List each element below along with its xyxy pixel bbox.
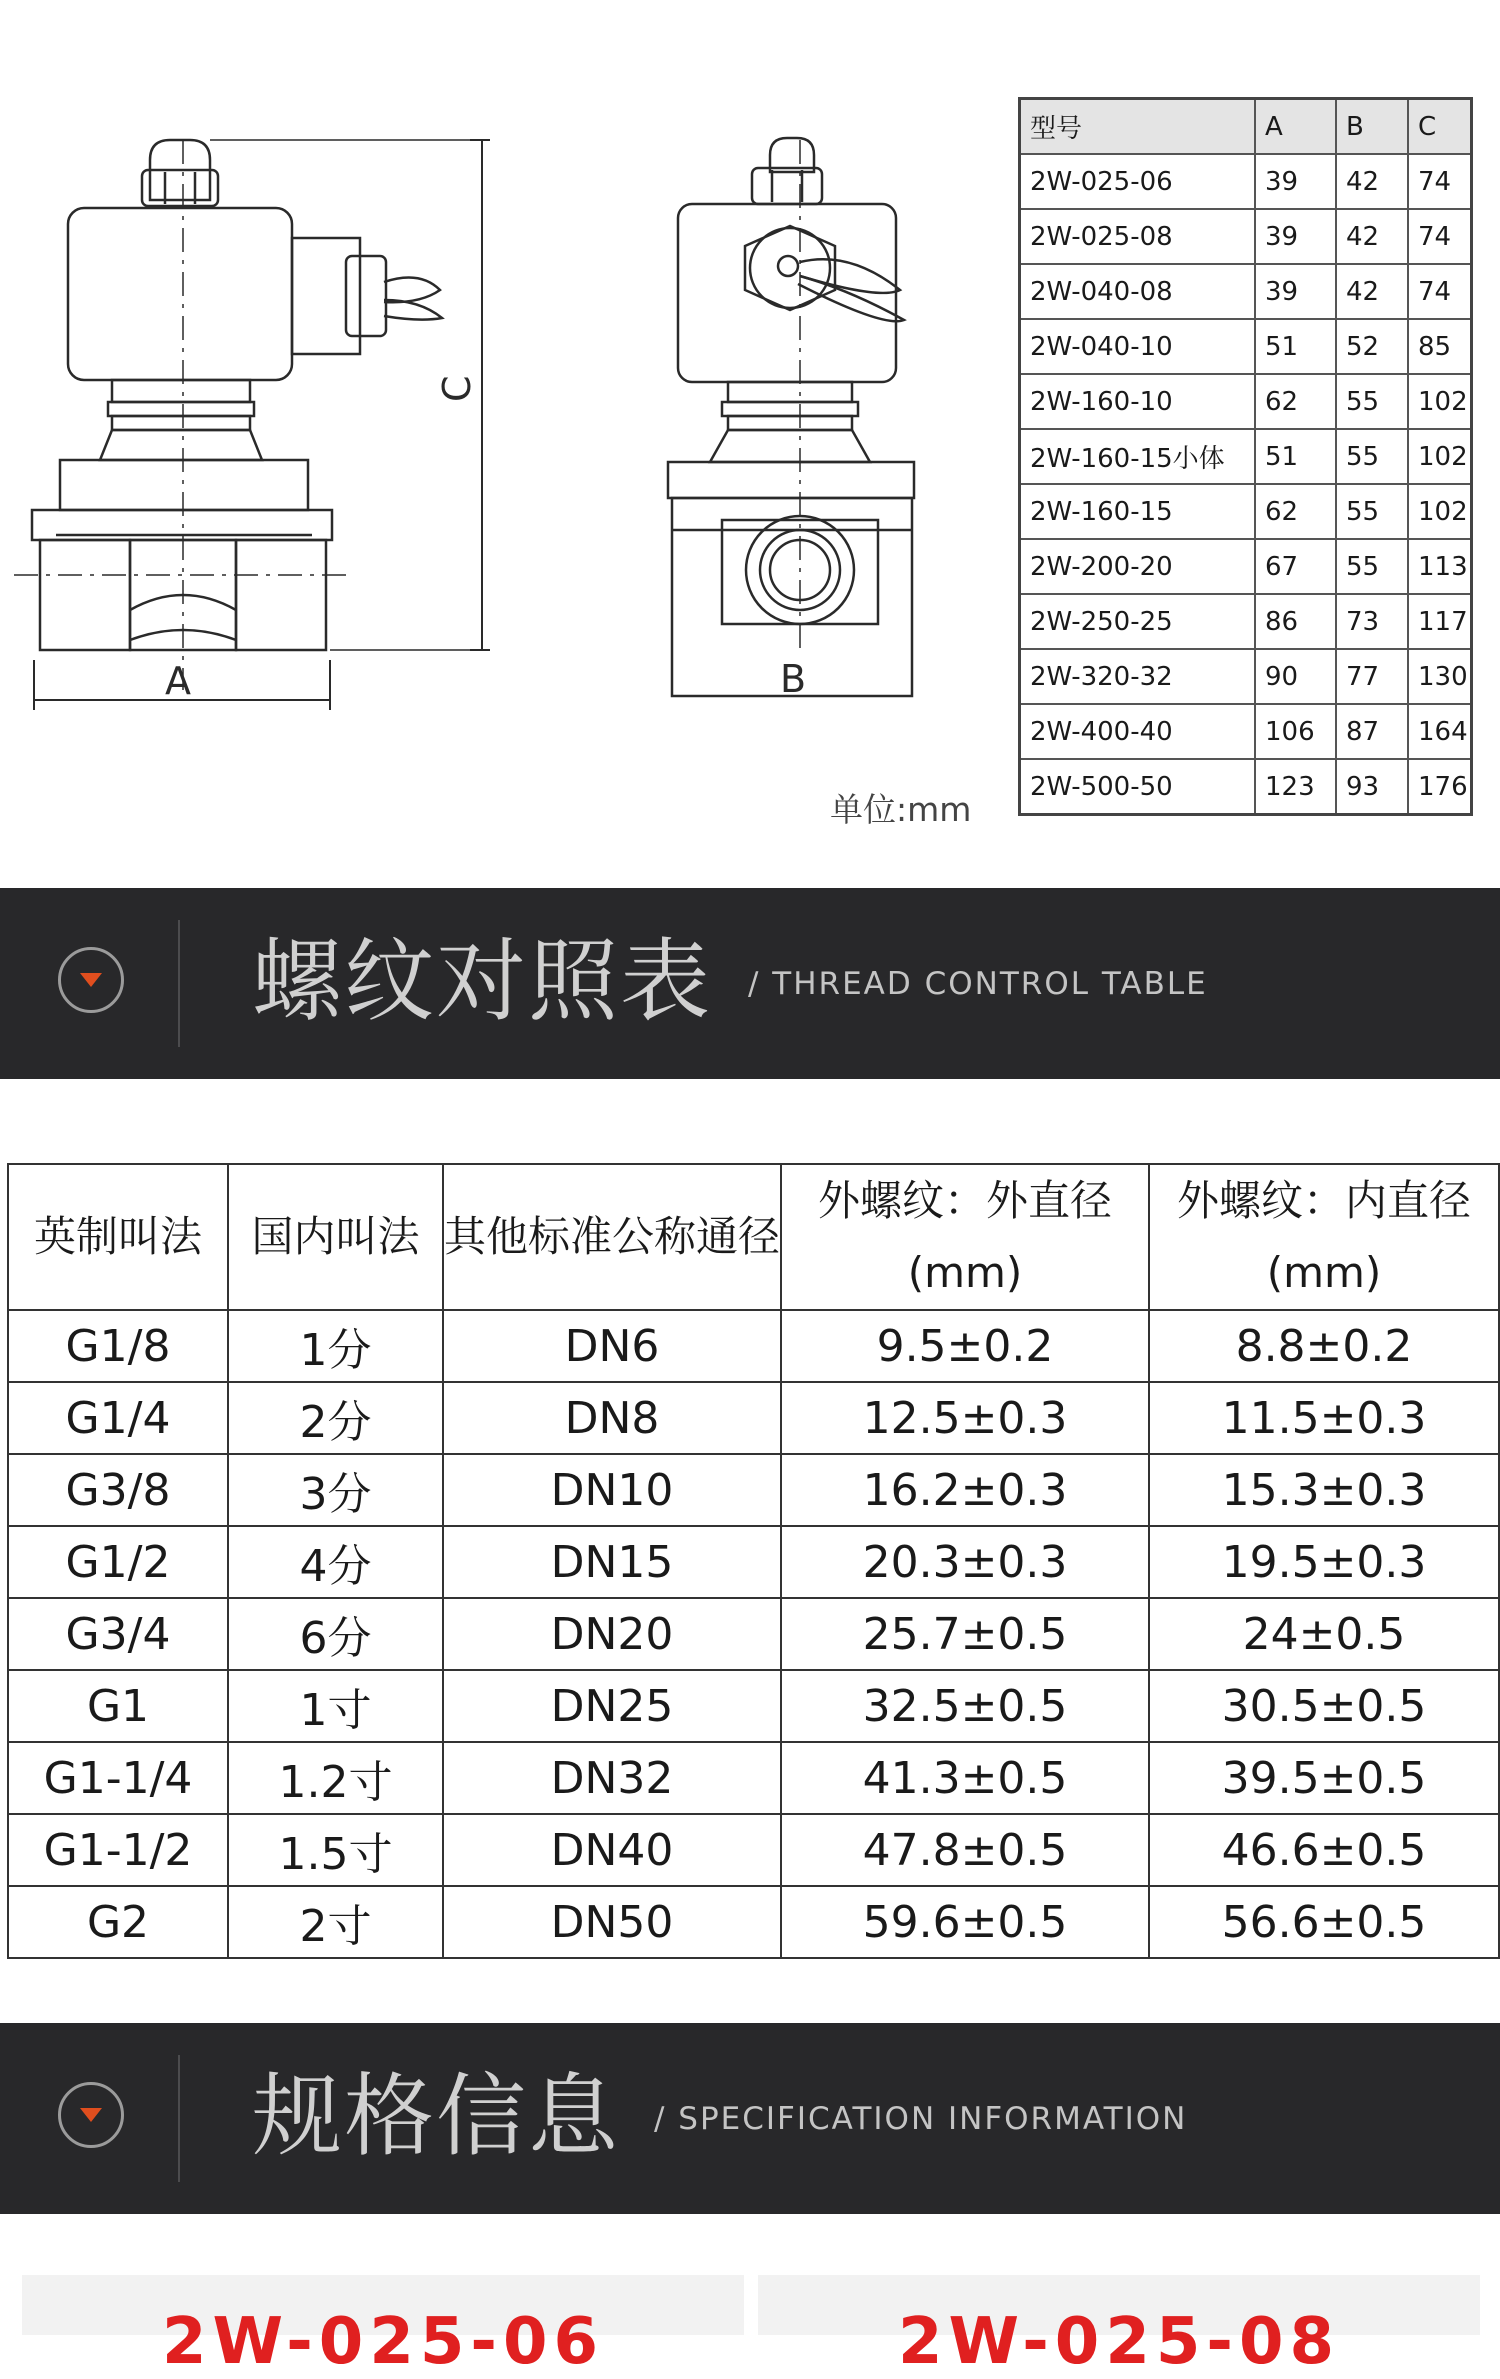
table-row: [8, 1310, 1499, 1382]
outer-diameter-cell: 25.7±0.5: [781, 1598, 1149, 1670]
dimension-b-cell: 42: [1336, 264, 1408, 319]
imperial-cell: G1/2: [8, 1526, 228, 1598]
valve-side-view-drawing: [640, 110, 940, 730]
nominal-diameter-cell: DN6: [443, 1310, 781, 1382]
thread-section-header: [0, 888, 1500, 1079]
table-row: [8, 1454, 1499, 1526]
model-cell: 2W-160-15小体: [1020, 429, 1256, 484]
domestic-cell: 1.2寸: [228, 1742, 443, 1814]
outer-diameter-cell: 16.2±0.3: [781, 1454, 1149, 1526]
dimension-b-cell: 42: [1336, 154, 1408, 209]
nominal-diameter-cell: DN10: [443, 1454, 781, 1526]
section-subtitle: / THREAD CONTROL TABLE: [748, 966, 1208, 1002]
model-cell: 2W-500-50: [1020, 759, 1256, 815]
outer-diameter-cell: 20.3±0.3: [781, 1526, 1149, 1598]
dimension-c-cell: 85: [1408, 319, 1472, 374]
outer-diameter-cell: 32.5±0.5: [781, 1670, 1149, 1742]
model-cell: 2W-040-08: [1020, 264, 1256, 319]
dimension-c-cell: 102: [1408, 429, 1472, 484]
dimension-a-cell: 62: [1255, 374, 1336, 429]
table-row: [1020, 374, 1472, 429]
imperial-cell: G1-1/2: [8, 1814, 228, 1886]
dimension-c-cell: 176: [1408, 759, 1472, 815]
dimension-a-cell: 51: [1255, 319, 1336, 374]
column-header-b: B: [1336, 99, 1408, 155]
model-cell: 2W-250-25: [1020, 594, 1256, 649]
table-row: [8, 1742, 1499, 1814]
dimension-a-cell: 123: [1255, 759, 1336, 815]
inner-diameter-cell: 8.8±0.2: [1149, 1310, 1499, 1382]
dimension-c-cell: 102: [1408, 484, 1472, 539]
dimension-c-cell: 74: [1408, 154, 1472, 209]
table-header-row: [1020, 99, 1472, 155]
column-header-domestic: 国内叫法: [228, 1164, 443, 1310]
nominal-diameter-cell: DN25: [443, 1670, 781, 1742]
table-row: [1020, 704, 1472, 759]
dimension-b-cell: 93: [1336, 759, 1408, 815]
outer-diameter-cell: 59.6±0.5: [781, 1886, 1149, 1958]
nominal-diameter-cell: DN20: [443, 1598, 781, 1670]
model-cell: 2W-040-10: [1020, 319, 1256, 374]
table-row: [1020, 759, 1472, 815]
dimension-c-cell: 117: [1408, 594, 1472, 649]
dimension-c-cell: 74: [1408, 264, 1472, 319]
dimension-a-cell: 39: [1255, 154, 1336, 209]
table-row: [8, 1598, 1499, 1670]
domestic-cell: 6分: [228, 1598, 443, 1670]
imperial-cell: G2: [8, 1886, 228, 1958]
dimension-b-cell: 55: [1336, 539, 1408, 594]
outer-diameter-cell: 12.5±0.3: [781, 1382, 1149, 1454]
column-header-imperial: 英制叫法: [8, 1164, 228, 1310]
section-title: 螺纹对照表: [252, 929, 712, 1034]
dimension-c-cell: 102: [1408, 374, 1472, 429]
model-cell: 2W-025-06: [1020, 154, 1256, 209]
dimension-c-cell: 130: [1408, 649, 1472, 704]
thread-control-table: [7, 1163, 1500, 1959]
imperial-cell: G1/4: [8, 1382, 228, 1454]
unit-label: 单位:mm: [830, 790, 972, 829]
column-header-inner-diameter: 外螺纹：内直径(mm): [1149, 1164, 1499, 1310]
dimension-a-cell: 62: [1255, 484, 1336, 539]
domestic-cell: 3分: [228, 1454, 443, 1526]
table-row: [8, 1382, 1499, 1454]
product-card[interactable]: [758, 2275, 1480, 2379]
table-row: [8, 1526, 1499, 1598]
product-card[interactable]: [22, 2275, 744, 2379]
dimension-a-label: A: [165, 659, 191, 703]
table-row: [8, 1886, 1499, 1958]
dimension-c-cell: 164: [1408, 704, 1472, 759]
model-cell: 2W-025-08: [1020, 209, 1256, 264]
domestic-cell: 1分: [228, 1310, 443, 1382]
section-title: 规格信息: [252, 2064, 620, 2169]
drawing-section: [0, 0, 1500, 888]
outer-diameter-cell: 41.3±0.5: [781, 1742, 1149, 1814]
table-row: [1020, 264, 1472, 319]
nominal-diameter-cell: DN40: [443, 1814, 781, 1886]
nominal-diameter-cell: DN32: [443, 1742, 781, 1814]
dimension-b-cell: 42: [1336, 209, 1408, 264]
chevron-down-icon: [58, 2082, 124, 2148]
nominal-diameter-cell: DN15: [443, 1526, 781, 1598]
nominal-diameter-cell: DN8: [443, 1382, 781, 1454]
inner-diameter-cell: 30.5±0.5: [1149, 1670, 1499, 1742]
dimension-table: [1018, 97, 1473, 816]
table-row: [1020, 649, 1472, 704]
column-header-a: A: [1255, 99, 1336, 155]
outer-diameter-cell: 9.5±0.2: [781, 1310, 1149, 1382]
model-cell: 2W-320-32: [1020, 649, 1256, 704]
product-card-title: 2W-025-08: [897, 2305, 1341, 2379]
table-row: [1020, 484, 1472, 539]
dimension-a-cell: 106: [1255, 704, 1336, 759]
dimension-b-cell: 55: [1336, 374, 1408, 429]
dimension-a-cell: 39: [1255, 264, 1336, 319]
dimension-b-cell: 55: [1336, 429, 1408, 484]
table-header-row: [8, 1164, 1499, 1310]
dimension-c-cell: 74: [1408, 209, 1472, 264]
inner-diameter-cell: 39.5±0.5: [1149, 1742, 1499, 1814]
column-header-c: C: [1408, 99, 1472, 155]
table-row: [1020, 154, 1472, 209]
spec-section-header: [0, 2023, 1500, 2214]
table-row: [1020, 594, 1472, 649]
model-cell: 2W-200-20: [1020, 539, 1256, 594]
dimension-a-cell: 51: [1255, 429, 1336, 484]
column-header-model: 型号: [1020, 99, 1256, 155]
chevron-down-icon: [58, 947, 124, 1013]
valve-front-view-drawing: [0, 110, 520, 730]
dimension-a-cell: 67: [1255, 539, 1336, 594]
domestic-cell: 2寸: [228, 1886, 443, 1958]
header-divider: [178, 920, 180, 1047]
table-row: [1020, 319, 1472, 374]
model-cell: 2W-160-15: [1020, 484, 1256, 539]
table-row: [8, 1814, 1499, 1886]
inner-diameter-cell: 46.6±0.5: [1149, 1814, 1499, 1886]
table-row: [1020, 539, 1472, 594]
inner-diameter-cell: 24±0.5: [1149, 1598, 1499, 1670]
thread-table-body: [8, 1310, 1499, 1958]
dimension-a-cell: 90: [1255, 649, 1336, 704]
model-cell: 2W-400-40: [1020, 704, 1256, 759]
column-header-outer-diameter: 外螺纹：外直径(mm): [781, 1164, 1149, 1310]
dimension-b-cell: 52: [1336, 319, 1408, 374]
section-subtitle: / SPECIFICATION INFORMATION: [654, 2101, 1188, 2137]
table-row: [1020, 209, 1472, 264]
imperial-cell: G1: [8, 1670, 228, 1742]
nominal-diameter-cell: DN50: [443, 1886, 781, 1958]
product-card-title: 2W-025-06: [161, 2305, 605, 2379]
domestic-cell: 4分: [228, 1526, 443, 1598]
inner-diameter-cell: 11.5±0.3: [1149, 1382, 1499, 1454]
imperial-cell: G1-1/4: [8, 1742, 228, 1814]
inner-diameter-cell: 19.5±0.3: [1149, 1526, 1499, 1598]
dimension-b-cell: 77: [1336, 649, 1408, 704]
domestic-cell: 1寸: [228, 1670, 443, 1742]
dimension-b-cell: 55: [1336, 484, 1408, 539]
dimension-b-cell: 87: [1336, 704, 1408, 759]
dimension-b-label: B: [780, 657, 807, 701]
dimension-a-cell: 86: [1255, 594, 1336, 649]
dimension-a-cell: 39: [1255, 209, 1336, 264]
imperial-cell: G3/4: [8, 1598, 228, 1670]
table-row: [8, 1670, 1499, 1742]
domestic-cell: 2分: [228, 1382, 443, 1454]
model-cell: 2W-160-10: [1020, 374, 1256, 429]
table-row: [1020, 429, 1472, 484]
dimension-b-cell: 73: [1336, 594, 1408, 649]
imperial-cell: G1/8: [8, 1310, 228, 1382]
column-header-nominal-diameter: 其他标准公称通径: [443, 1164, 781, 1310]
inner-diameter-cell: 56.6±0.5: [1149, 1886, 1499, 1958]
imperial-cell: G3/8: [8, 1454, 228, 1526]
outer-diameter-cell: 47.8±0.5: [781, 1814, 1149, 1886]
header-divider: [178, 2055, 180, 2182]
dimension-table-body: [1020, 154, 1472, 815]
dimension-c-label: C: [435, 375, 479, 402]
inner-diameter-cell: 15.3±0.3: [1149, 1454, 1499, 1526]
dimension-c-cell: 113: [1408, 539, 1472, 594]
domestic-cell: 1.5寸: [228, 1814, 443, 1886]
